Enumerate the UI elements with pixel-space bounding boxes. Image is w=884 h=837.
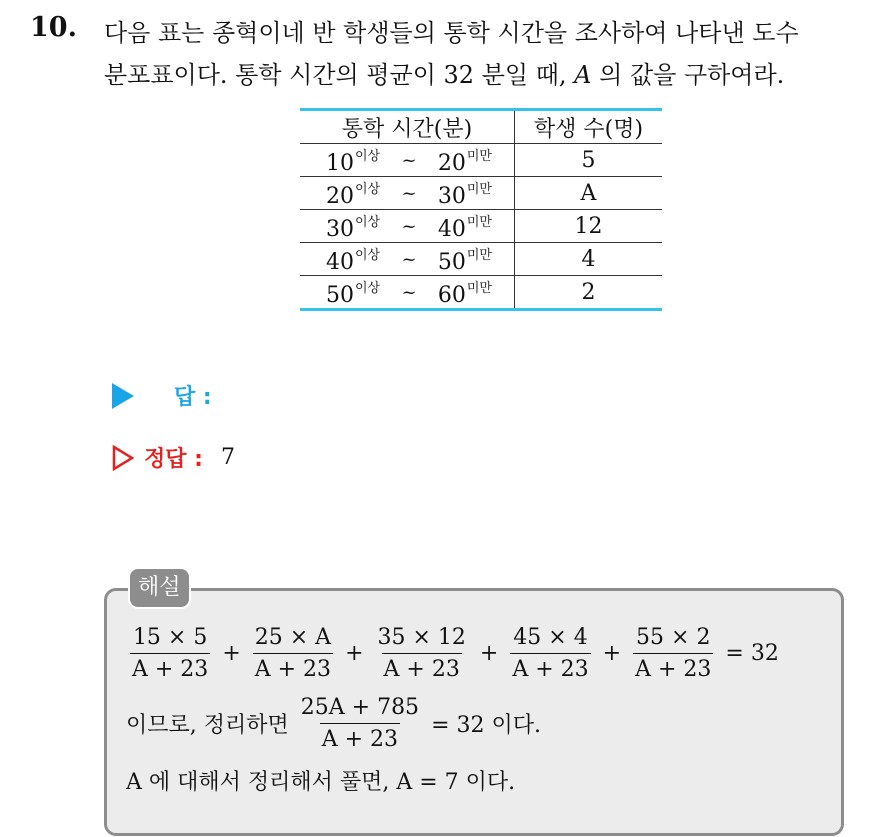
table-row xyxy=(300,243,662,276)
fraction xyxy=(633,625,713,682)
tilde: ~ xyxy=(401,182,417,204)
range-to: 20 xyxy=(437,150,466,176)
fraction xyxy=(253,625,333,682)
filled-triangle-icon xyxy=(112,383,134,409)
count-cell: 12 xyxy=(515,210,663,243)
answer-label: 답 : xyxy=(174,385,212,410)
line2-prefix: 이므로, 정리하면 xyxy=(126,713,289,738)
question-line-2-start: 분포표이다. 통학 시간의 평균이 32 분일 때, xyxy=(104,61,575,89)
outline-triangle-icon xyxy=(112,445,134,471)
fraction-numerator: 55 × 2 xyxy=(636,625,711,650)
count-cell: A xyxy=(515,177,663,210)
fraction-denominator: A + 23 xyxy=(510,653,590,682)
table-row xyxy=(300,210,662,243)
sup-to: 미만 xyxy=(466,280,492,296)
question-number: 10. xyxy=(30,12,77,43)
question-line-2 xyxy=(104,54,864,96)
count-cell: 2 xyxy=(581,279,596,305)
solution-row xyxy=(112,442,235,473)
fraction-numerator: 45 × 4 xyxy=(513,625,588,650)
sup-to: 미만 xyxy=(466,181,492,197)
count-cell: 5 xyxy=(515,144,663,177)
plus-sign: + xyxy=(345,641,364,666)
sup-from: 이상 xyxy=(355,280,381,296)
table-header-row xyxy=(300,110,662,144)
range-from: 40 xyxy=(326,249,354,275)
fraction xyxy=(376,625,468,682)
header-commute-time: 통학 시간(분) xyxy=(300,110,515,144)
sup-to: 미만 xyxy=(466,214,492,230)
tilde: ~ xyxy=(401,149,417,171)
fraction-numerator: 25A + 785 xyxy=(300,695,420,720)
range-from: 10 xyxy=(326,150,354,176)
range-cell xyxy=(300,177,515,210)
fraction-numerator: 15 × 5 xyxy=(132,625,208,650)
sup-from: 이상 xyxy=(355,214,381,230)
range-cell xyxy=(300,276,515,310)
table-row xyxy=(300,177,662,210)
fraction-denominator: A + 23 xyxy=(382,653,462,682)
fraction-denominator: A + 23 xyxy=(320,723,400,752)
sup-from: 이상 xyxy=(355,181,381,197)
solution-label: 정답 : xyxy=(144,447,203,472)
range-to: 30 xyxy=(437,183,466,209)
question-line-1: 다음 표는 종혁이네 반 학생들의 통학 시간을 조사하여 나타낸 도수 xyxy=(104,19,799,47)
range-from: 50 xyxy=(326,282,354,308)
range-to: 60 xyxy=(437,282,466,308)
simplified-equation xyxy=(126,695,541,752)
header-student-count: 학생 수(명) xyxy=(515,110,663,144)
range-cell xyxy=(300,144,515,177)
answer-row xyxy=(112,380,212,411)
equation-rhs: = 32 xyxy=(725,641,779,666)
table-row xyxy=(300,276,662,310)
plus-sign: + xyxy=(602,641,622,666)
fraction xyxy=(130,625,210,682)
tilde: ~ xyxy=(401,248,417,270)
range-from: 30 xyxy=(326,216,354,242)
tilde: ~ xyxy=(401,281,417,303)
range-to: 40 xyxy=(437,216,466,242)
range-from: 20 xyxy=(326,183,354,209)
explanation-tag: 해설 xyxy=(128,567,191,609)
range-cell xyxy=(300,243,515,276)
count-cell: 4 xyxy=(515,243,663,276)
line2-suffix: = 32 이다. xyxy=(431,713,541,738)
fraction-numerator: 25 × A xyxy=(254,625,332,650)
sup-to: 미만 xyxy=(466,148,492,164)
fraction-numerator: 35 × 12 xyxy=(377,625,466,650)
plus-sign: + xyxy=(222,641,241,666)
question-text xyxy=(104,12,864,96)
sup-to: 미만 xyxy=(466,247,492,263)
sup-from: 이상 xyxy=(355,148,381,164)
fraction-denominator: A + 23 xyxy=(633,653,713,682)
question-line-2-end: 의 값을 구하여라. xyxy=(591,61,785,89)
fraction xyxy=(299,695,421,752)
sup-from: 이상 xyxy=(355,247,381,263)
tilde: ~ xyxy=(401,215,417,237)
plus-sign: + xyxy=(479,641,499,666)
range-to: 50 xyxy=(437,249,466,275)
conclusion-line: A 에 대해서 정리해서 풀면, A = 7 이다. xyxy=(126,770,516,795)
fraction xyxy=(510,625,590,682)
range-cell xyxy=(300,210,515,243)
variable-a: A xyxy=(574,61,592,89)
mean-equation xyxy=(126,625,787,682)
solution-value: 7 xyxy=(220,445,235,470)
fraction-denominator: A + 23 xyxy=(253,653,333,682)
frequency-table xyxy=(300,108,662,311)
table-row xyxy=(300,144,662,177)
fraction-denominator: A + 23 xyxy=(130,653,210,682)
